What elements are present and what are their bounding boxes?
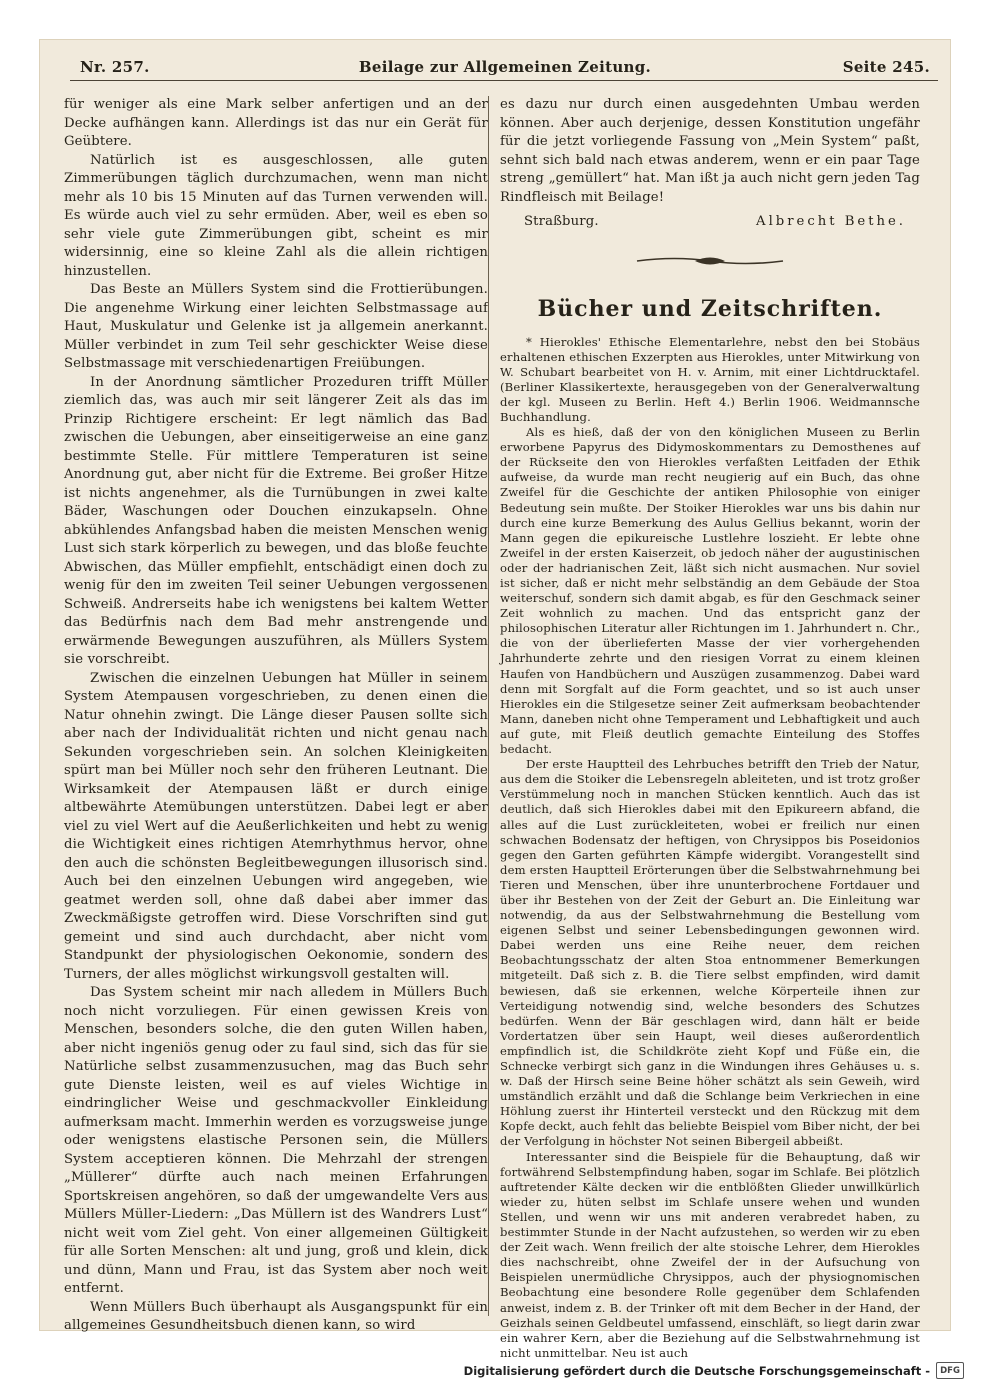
article-continuation: es dazu nur durch einen ausgedehnten Umbau werden können. Aber auch derjenige, dessen Konstitution ungefähr für die jetzt vorliegende Fassung von „Mein System“ paßt, sehnt sich bald nach etwas anderem, wenn er ein paar Tage streng „gemüllert“ hat. Man ißt ja auch nicht gern jeden Tag Rindfleisch mit Beilage! [500, 97, 920, 205]
ornament-rule-icon [635, 254, 785, 268]
paragraph: Zwischen die einzelnen Uebungen hat Müller in seinem System Atempausen vorgeschrieben, zu denen einen die Natur ohnehin zwingt. Die Länge dieser Pausen sollte sich aber nach der Individualität richten und nicht genau nach Sekunden vorgeschrieben sein. An solchen Kleinigkeiten spürt man bei Müller noch sehr den früheren Leutnant. Die Wirksamkeit der Atempausen läßt er durch einige altbewährte Atemübungen unterstützen. Dabei legt er aber viel zu viel Wert auf die Aeußerlichkeiten und hebt zu wenig die Wichtigkeit eines richtigen Atemrhythmus hervor, ohne den auch die schönsten Begleitbewegungen illusorisch sind. Auch bei den einzelnen Uebungen wird angegeben, wie geatmet werden soll, ohne daß dabei aber immer das Zweckmäßigste getroffen wird. Diese Vorschriften sind gut gemeint und sind auch durchdacht, aber nicht vom Standpunkt der physiologischen Oekonomie, sondern des Turners, der alles möglichst wirkungsvoll gestalten will. [64, 670, 488, 982]
header-rule [70, 80, 938, 81]
signature-line [500, 207, 920, 232]
paragraph: Als es hieß, daß der von den königlichen Museen zu Berlin erworbene Papyrus des Didymoskommentars zu Demosthenes auf der Rückseite den von Hierokles verfaßten Leitfaden der Ethik aufweise, da wurde man recht neugierig auf ein Buch, das ohne Zweifel für die Geschichte der antiken Philosophie von einiger Bedeutung sein mußte. Der Stoiker Hierokles war uns bis dahin nur durch eine kurze Bemerkung des Aulus Gellius bekannt, worin der Mann gegen die epikureische Lustlehre loszieht. Er lebte ohne Zweifel in der ersten Kaiserzeit, ob jedoch näher der augustinischen oder der hadrianischen Zeit, läßt sich nicht ausmachen. Nur soviel ist sicher, daß er nicht mehr selbständig an dem Gebäude der Stoa weiterschuf, sondern sich damit abgab, es für den Geschmack seiner Zeit wohnlich zu machen. Und das entspricht ganz der philosophischen Literatur aller Richtungen im 1. Jahrhundert n. Chr., die von der überlieferten Masse der vier vorhergehenden Jahrhunderte zehrte und den riesigen Vorrat zu einem kleinen Haufen von Handbüchern und Auszügen zusammenzog. Dabei ward denn mit Sorgfalt auf die Form geachtet, und so ist auch unser Hierokles ein die Stilgesetze seiner Zeit aufmerksam beobachtender Mann, daneben nicht ohne Temperament und Lebhaftigkeit und auch auf gute, mit Fleiß deutlich gemachte Einteilung des Stoffes bedacht. [500, 425, 920, 757]
author: Albrecht Bethe. [756, 214, 906, 229]
paragraph: In der Anordnung sämtlicher Prozeduren trifft Müller ziemlich das, was auch mir seit längerer Zeit als das im Prinzip Richtigere erscheint: Er legt nämlich das Bad zwischen die Uebungen, aber einseitigerweise an eine ganz bestimmte Stelle. Für mittlere Temperaturen ist seine Anordnung gut, aber nicht für die Extreme. Bei großer Hitze ist nichts angenehmer, als die Turnübungen in zwei kalte Bäder, Waschungen oder Douchen einzukapseln. Ohne abkühlendes Anfangsbad haben die meisten Menschen wenig Lust sich stark körperlich zu bewegen, und das bloße feuchte Abwischen, das Müller empfiehlt, entschädigt einen doch zu wenig für den im zweiten Teil seiner Uebungen vergossenen Schweiß. Andrerseits habe ich wenigstens bei kaltem Wetter das Bedürfnis nach dem Bad mehr anstrengende und erwärmende Bewegungen auszuführen, als Müllers System sie vorschreibt. [64, 374, 488, 667]
paragraph: Das Beste an Müllers System sind die Frottierübungen. Die angenehme Wirkung einer leichten Selbstmassage auf Haut, Muskulatur und Gelenke ist ja allgemein anerkannt. Müller verbindet in zum Teil sehr geschickter Weise diese Selbstmassage mit verschiedenartigen Freiübungen. [64, 282, 488, 371]
footer-text: Digitalisierung gefördert durch die Deutsche Forschungsgemeinschaft - [463, 1363, 930, 1378]
supplement-title: Beilage zur Allgemeinen Zeitung. [358, 58, 652, 76]
right-column [500, 96, 920, 1361]
column-divider [488, 96, 489, 1316]
section-title: Bücher und Zeitschriften. [537, 296, 883, 322]
paragraph: Interessanter sind die Beispiele für die Behauptung, daß wir fortwährend Selbstempfindung haben, sogar im Schlafe. Bei plötzlich auftretender Kälte decken wir die entblößten Glieder unwillkürlich wieder zu, hüten selbst im Schlafe unsere wehen und wunden Stellen, und wenn wir uns mit anderen verabredet haben, zu bestimmter Stunde in der Nacht aufzustehen, so werden wir zu eben der Zeit wach. Wenn freilich der alte stoische Lehrer, dem Hierokles dies nachschreibt, ohne Zweifel der in der Aufsuchung von Beispielen unermüdliche Chrysippos, auch der physiognomischen Beobachtung eine besondere Rolle gegenüber dem Schlafenden anweist, indem z. B. der Trinker oft mit dem Becher in der Hand, der Geizhals seinen Geldbeutel umfassend, einschläft, so liegt darin zwar ein wahrer Kern, aber die Beziehung auf die Selbstwahrnehmung ist nicht unmittelbar. Neu ist auch [500, 1149, 920, 1360]
page-number: Seite 245. [842, 58, 930, 76]
digitization-footer [464, 1362, 964, 1379]
paragraph: für weniger als eine Mark selber anfertigen und an der Decke aufhängen kann. Allerdings ist das nur ein Gerät für Geübtere. [64, 97, 488, 149]
issue-number: Nr. 257. [80, 58, 150, 76]
review-body [500, 335, 920, 1361]
paragraph: Natürlich ist es ausgeschlossen, alle guten Zimmerübungen täglich durchzumachen, wenn man nicht mehr als 10 bis 15 Minuten auf das Turnen verwenden will. Es würde auch viel zu sehr ermüden. Aber, weil es eben so sehr viele gute Zimmerübungen gibt, scheint es mir widersinnig, eine so kleine Zahl als die allein richtigen hinzustellen. [64, 152, 488, 279]
paragraph: Das System scheint mir nach alledem in Müllers Buch noch nicht vorzuliegen. Für einen gewissen Kreis von Menschen, besonders solche, die den guten Willen haben, aber nicht ingeniös genug oder zu faul sind, sich das für sie Natürliche selbst zusammenzusuchen, mag das Buch sehr gute Dienste leisten, weil es auf vieles Wichtige in eindringlicher Weise und geschmackvoller Einkleidung aufmerksam macht. Immerhin werden es vorzugsweise junge oder wenigstens elastische Personen sein, die Müllers System acceptieren können. Die Mehrzahl der strengen „Müllerer“ dürfte auch nach meinen Erfahrungen Sportskreisen angehören, so daß der umgewandelte Vers aus Müllers Müller-Liedern: „Das Müllern ist des Wandrers Lust“ nicht weit vom Ziel geht. Von einer allgemeinen Gültigkeit für alle Sorten Menschen: alt und jung, groß und klein, dick und dünn, Mann und Frau, ist das System aber noch weit entfernt. [64, 985, 488, 1296]
ornament [500, 254, 920, 275]
paragraph: Der erste Hauptteil des Lehrbuches betrifft den Trieb der Natur, aus dem die Stoiker die Lebensregeln ableiteten, und ist trotz großer Verstümmelung noch in manchen Stücken kenntlich. Auch das ist deutlich, daß sich Hierokles dabei mit den Epikureern abfand, die alles auf die Lust zurückleiteten, wobei er freilich nur einen schwachen Bodensatz der heftigen, von Chrysippos bis Poseidonios gegen den Garten geführten Kämpfe widergibt. Vorangestellt sind dem ersten Hauptteil Erörterungen über die Selbstwahrnehmung bei Tieren und Menschen, über ihre ununterbrochene Fortdauer und über ihr Bestehen von der Zeit der Geburt an. Die Einleitung war notwendig, da aus der Selbstwahrnehmung die Bestellung vom eigenen Selbst und seiner Lebensbedingungen gewonnen wird. Dabei werden uns eine Reihe neuer, dem reichen Beobachtungsschatz der alten Stoa entnommener Bemerkungen mitgeteilt. Daß sich z. B. die Tiere selbst empfinden, wird damit bewiesen, daß sie erkennen, welche Körperteile ihnen zur Verteidigung notwendig sind, welche besonders des Schutzes bedürfen. Wenn der Bär geschlagen wird, dann hält er beide Vordertatzen über sein Haupt, weil dieses außerordentlich empfindlich ist, die Schildkröte zieht Kopf und Füße ein, die Schnecke verbirgt sich ganz in die Windungen ihres Gehäuses u. s. w. Daß der Hirsch seine Beine höher schätzt als sein Geweih, wird umständlich erzählt und daß die Schlange beim Verkriechen in eine Höhlung zuerst ihr Hinterteil versteckt und den Rückzug mit dem Kopfe deckt, auch fehlt das beliebte Beispiel vom Biber nicht, der bei der Verfolgung in höchster Not seinen Bibergeil abbeißt. [500, 757, 920, 1149]
newspaper-page [40, 40, 950, 1360]
paragraph: * Hierokles' Ethische Elementarlehre, nebst den bei Stobäus erhaltenen ethischen Exzerpten aus Hierokles, unter Mitwirkung von W. Schubart bearbeitet von H. v. Arnim, mit einer Lichtdrucktafel. (Berliner Klassikertexte, herausgegeben von der Generalverwaltung der kgl. Museen zu Berlin. Heft 4.) Berlin 1906. Weidmannsche Buchhandlung. [500, 334, 920, 424]
place: Straßburg. [524, 214, 599, 229]
dfg-logo-icon: DFG [936, 1362, 964, 1379]
paragraph: Wenn Müllers Buch überhaupt als Ausgangspunkt für ein allgemeines Gesundheitsbuch dienen kann, so wird [64, 1299, 488, 1333]
left-column [64, 96, 488, 1336]
